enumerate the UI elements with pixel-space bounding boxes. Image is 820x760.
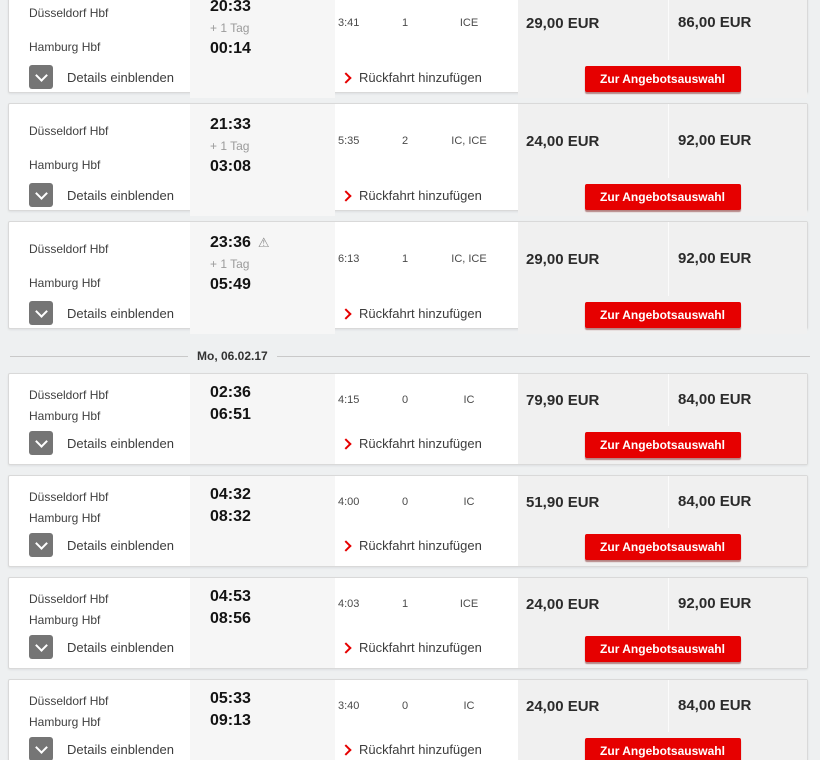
flex-price: 86,00 EUR: [678, 14, 752, 31]
chevron-right-icon: [340, 540, 351, 551]
add-return-link[interactable]: Rückfahrt hinzufügen: [359, 69, 482, 85]
departure-time: 23:36: [210, 234, 251, 251]
times-cell: [190, 222, 335, 296]
offer-button-cell: [518, 528, 807, 566]
departure-time: 05:33: [210, 690, 251, 707]
changes-count: 1: [401, 598, 409, 610]
products-value: IC, ICE: [451, 135, 487, 147]
stations-cell: [9, 476, 190, 528]
savings-price: 29,00 EUR: [526, 250, 600, 268]
changes-count: 1: [401, 253, 409, 265]
details-toggle-button[interactable]: [29, 301, 53, 325]
origin-station: Düsseldorf Hbf: [29, 242, 109, 256]
products-value: ICE: [459, 17, 479, 29]
duration-value: 4:03: [338, 598, 360, 610]
stations-cell: [9, 578, 190, 630]
departure-time: 02:36: [210, 384, 251, 401]
flex-price: 84,00 EUR: [678, 391, 752, 408]
products-value: IC: [463, 700, 475, 712]
flex-price: 92,00 EUR: [678, 250, 752, 267]
return-cell: [335, 426, 518, 464]
results-day-2: [0, 373, 820, 760]
details-cell: [9, 60, 190, 98]
prices-cell: [518, 578, 807, 630]
origin-station: Düsseldorf Hbf: [29, 490, 109, 504]
flex-price: 92,00 EUR: [678, 132, 752, 149]
stations-cell: [9, 680, 190, 732]
details-toggle-label[interactable]: Details einblenden: [67, 305, 174, 321]
duration-value: 3:41: [338, 17, 360, 29]
destination-station: Hamburg Hbf: [29, 715, 101, 729]
departure-time: 04:32: [210, 486, 251, 503]
time-column-filler: [190, 528, 335, 566]
offer-selection-button[interactable]: Zur Angebotsauswahl: [585, 66, 741, 92]
details-cell: [9, 528, 190, 566]
details-toggle-button[interactable]: [29, 183, 53, 207]
duration-value: 5:35: [338, 135, 360, 147]
duration-value: 4:00: [338, 496, 360, 508]
savings-price: 51,90 EUR: [526, 493, 600, 511]
origin-station: Düsseldorf Hbf: [29, 592, 109, 606]
destination-station: Hamburg Hbf: [29, 511, 101, 525]
details-toggle-label[interactable]: Details einblenden: [67, 741, 174, 757]
add-return-link[interactable]: Rückfahrt hinzufügen: [359, 305, 482, 321]
prices-cell: [518, 0, 807, 60]
origin-station: Düsseldorf Hbf: [29, 124, 109, 138]
details-toggle-label[interactable]: Details einblenden: [67, 435, 174, 451]
chevron-down-icon: [35, 537, 48, 550]
destination-station: Hamburg Hbf: [29, 40, 101, 54]
prices-cell: [518, 476, 807, 528]
details-toggle-button[interactable]: [29, 533, 53, 557]
chevron-right-icon: [340, 308, 351, 319]
offer-selection-button[interactable]: Zur Angebotsauswahl: [585, 738, 741, 760]
chevron-down-icon: [35, 741, 48, 754]
date-separator: [0, 339, 820, 373]
offer-button-cell: [518, 630, 807, 668]
destination-station: Hamburg Hbf: [29, 613, 101, 627]
offer-selection-button[interactable]: Zur Angebotsauswahl: [585, 184, 741, 210]
savings-price: 24,00 EUR: [526, 697, 600, 715]
offer-selection-button[interactable]: Zur Angebotsauswahl: [585, 534, 741, 560]
chevron-right-icon: [340, 190, 351, 201]
connection-info-cell: [335, 680, 518, 732]
add-return-link[interactable]: Rückfahrt hinzufügen: [359, 639, 482, 655]
offer-selection-button[interactable]: Zur Angebotsauswahl: [585, 636, 741, 662]
savings-price: 24,00 EUR: [526, 595, 600, 613]
return-cell: [335, 630, 518, 668]
departure-time: 20:33: [210, 0, 251, 15]
times-cell: [190, 578, 335, 630]
warning-icon: ⚠: [257, 235, 270, 250]
time-column-filler: [190, 178, 335, 216]
results-day-1: [0, 0, 820, 329]
stations-cell: [9, 104, 190, 178]
flex-price: 84,00 EUR: [678, 493, 752, 510]
origin-station: Düsseldorf Hbf: [29, 388, 109, 402]
stations-cell: [9, 222, 190, 296]
chevron-down-icon: [35, 187, 48, 200]
destination-station: Hamburg Hbf: [29, 276, 101, 290]
offer-selection-button[interactable]: Zur Angebotsauswahl: [585, 432, 741, 458]
products-value: IC: [463, 394, 475, 406]
time-column-filler: [190, 60, 335, 98]
connection-info-cell: [335, 476, 518, 528]
time-column-filler: [190, 426, 335, 464]
flex-price: 84,00 EUR: [678, 697, 752, 714]
arrival-time: 09:13: [210, 712, 251, 729]
offer-button-cell: [518, 60, 807, 98]
stations-cell: [9, 0, 190, 60]
journey-row: [8, 103, 808, 211]
details-toggle-button[interactable]: [29, 737, 53, 760]
arrival-time: 05:49: [210, 276, 251, 293]
journey-row: [8, 0, 808, 93]
arrival-time: 08:56: [210, 610, 251, 627]
offer-button-cell: [518, 178, 807, 216]
duration-value: 6:13: [338, 253, 360, 265]
return-cell: [335, 296, 518, 334]
details-toggle-label[interactable]: Details einblenden: [67, 639, 174, 655]
savings-price: 29,00 EUR: [526, 14, 600, 32]
return-cell: [335, 60, 518, 98]
stations-cell: [9, 374, 190, 426]
add-return-link[interactable]: Rückfahrt hinzufügen: [359, 741, 482, 757]
details-cell: [9, 630, 190, 668]
connection-info-cell: [335, 578, 518, 630]
changes-count: 2: [401, 135, 409, 147]
chevron-down-icon: [35, 305, 48, 318]
offer-button-cell: [518, 732, 807, 760]
add-return-link[interactable]: Rückfahrt hinzufügen: [359, 187, 482, 203]
details-toggle-label[interactable]: Details einblenden: [67, 69, 174, 85]
savings-price: 79,90 EUR: [526, 391, 600, 409]
departure-time: 21:33: [210, 116, 251, 133]
time-column-filler: [190, 296, 335, 334]
chevron-right-icon: [340, 72, 351, 83]
flex-price: 92,00 EUR: [678, 595, 752, 612]
chevron-right-icon: [340, 438, 351, 449]
next-day-note: + 1 Tag: [210, 139, 250, 153]
details-toggle-label[interactable]: Details einblenden: [67, 537, 174, 553]
products-value: ICE: [459, 598, 479, 610]
chevron-down-icon: [35, 435, 48, 448]
offer-selection-button[interactable]: Zur Angebotsauswahl: [585, 302, 741, 328]
products-value: IC, ICE: [451, 253, 487, 265]
departure-time: 04:53: [210, 588, 251, 605]
time-column-filler: [190, 630, 335, 668]
savings-price: 24,00 EUR: [526, 132, 600, 150]
details-cell: [9, 732, 190, 760]
times-cell: [190, 374, 335, 426]
time-column-filler: [190, 732, 335, 760]
offer-button-cell: [518, 426, 807, 464]
next-day-note: + 1 Tag: [210, 21, 250, 35]
arrival-time: 00:14: [210, 40, 251, 57]
connection-info-cell: [335, 104, 518, 178]
destination-station: Hamburg Hbf: [29, 409, 101, 423]
prices-cell: [518, 222, 807, 296]
offer-button-cell: [518, 296, 807, 334]
next-day-note: + 1 Tag: [210, 257, 250, 271]
times-cell: [190, 680, 335, 732]
duration-value: 3:40: [338, 700, 360, 712]
products-value: IC: [463, 496, 475, 508]
changes-count: 1: [401, 17, 409, 29]
origin-station: Düsseldorf Hbf: [29, 6, 109, 20]
connection-info-cell: [335, 0, 518, 60]
add-return-link[interactable]: Rückfahrt hinzufügen: [359, 537, 482, 553]
details-cell: [9, 178, 190, 216]
journey-row: [8, 577, 808, 669]
connection-info-cell: [335, 374, 518, 426]
origin-station: Düsseldorf Hbf: [29, 694, 109, 708]
prices-cell: [518, 104, 807, 178]
arrival-time: 06:51: [210, 406, 251, 423]
arrival-time: 08:32: [210, 508, 251, 525]
duration-value: 4:15: [338, 394, 360, 406]
journey-row: [8, 373, 808, 465]
details-cell: [9, 426, 190, 464]
changes-count: 0: [401, 394, 409, 406]
details-toggle-button[interactable]: [29, 65, 53, 89]
details-toggle-button[interactable]: [29, 635, 53, 659]
destination-station: Hamburg Hbf: [29, 158, 101, 172]
chevron-right-icon: [340, 642, 351, 653]
details-toggle-button[interactable]: [29, 431, 53, 455]
times-cell: [190, 0, 335, 60]
arrival-time: 03:08: [210, 158, 251, 175]
journey-row: [8, 221, 808, 329]
times-cell: [190, 104, 335, 178]
prices-cell: [518, 680, 807, 732]
changes-count: 0: [401, 700, 409, 712]
add-return-link[interactable]: Rückfahrt hinzufügen: [359, 435, 482, 451]
chevron-right-icon: [340, 744, 351, 755]
changes-count: 0: [401, 496, 409, 508]
connection-info-cell: [335, 222, 518, 296]
return-cell: [335, 732, 518, 760]
separator-line-right: [277, 356, 810, 357]
details-toggle-label[interactable]: Details einblenden: [67, 187, 174, 203]
chevron-down-icon: [35, 69, 48, 82]
return-cell: [335, 178, 518, 216]
prices-cell: [518, 374, 807, 426]
return-cell: [335, 528, 518, 566]
times-cell: [190, 476, 335, 528]
journey-row: [8, 679, 808, 760]
details-cell: [9, 296, 190, 334]
journey-row: [8, 475, 808, 567]
chevron-down-icon: [35, 639, 48, 652]
separator-date-label: Mo, 06.02.17: [197, 349, 268, 363]
separator-line-left: [10, 356, 188, 357]
